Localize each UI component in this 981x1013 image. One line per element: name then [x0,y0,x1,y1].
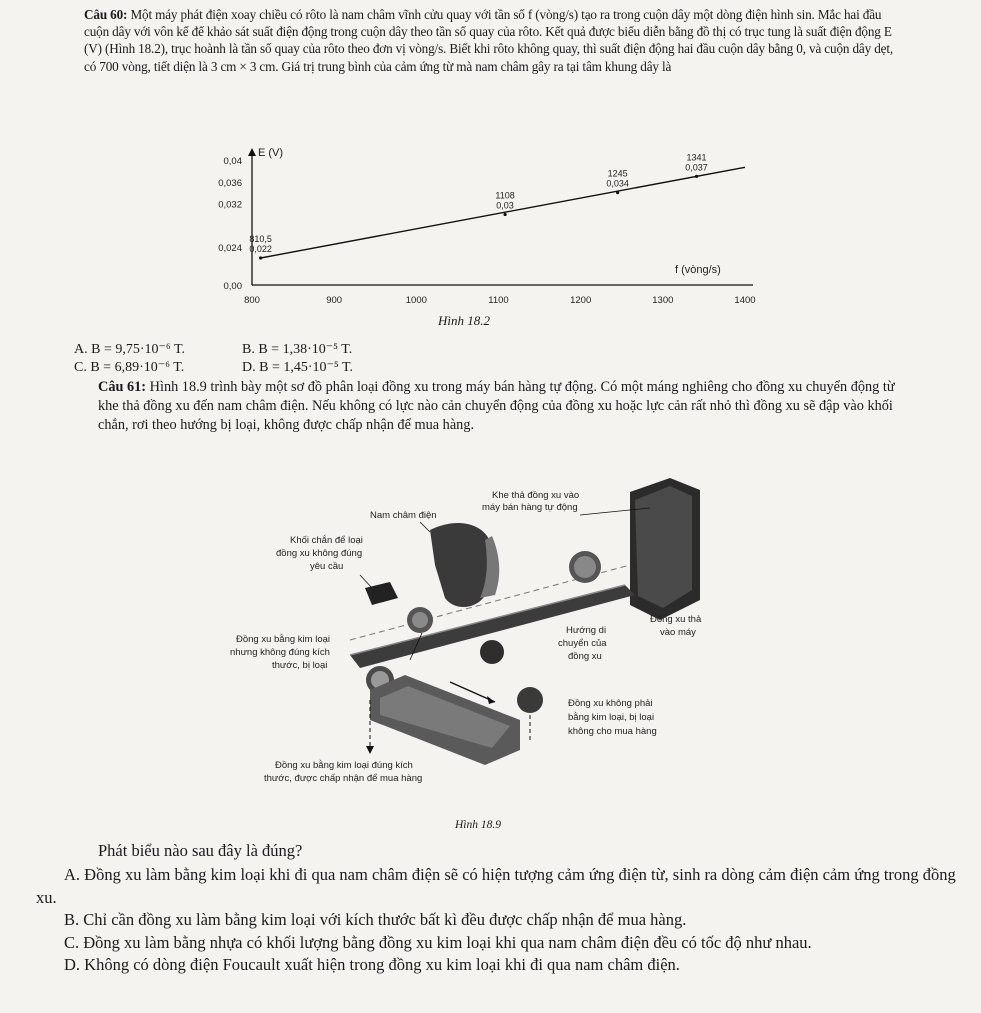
label-nonmetal-1: Đồng xu không phải [568,698,653,709]
data-point [259,256,262,259]
x-tick-label: 1200 [570,295,592,306]
label-coin-in-1: Đồng xu thả [650,614,702,625]
option-a[interactable]: A. B = 9,75·10⁻⁶ T. [74,342,186,357]
data-label-x: 810,5 [249,234,272,244]
data-point [503,213,506,216]
label-direction-1: Hướng di [566,625,607,636]
option-b[interactable]: B. B = 1,38·10⁻⁵ T. [242,342,353,357]
y-axis-arrow [248,148,256,156]
answer-c[interactable]: C. Đồng xu làm bằng nhựa có khối lượng bằng đồng xu kim loại khi qua nam châm điện đều có tốc độ như nhau. [64,932,812,952]
x-tick-label: 1100 [488,295,509,306]
label-block-2: đồng xu không đúng [276,548,363,559]
question-61-prompt: Phát biểu nào sau đây là đúng? [98,841,303,860]
figure-18-2-chart [190,140,770,340]
data-label-x: 1108 [495,190,515,201]
x-tick-label: 1000 [405,295,427,306]
question-61-label: Câu 61: [98,379,147,395]
label-wrong-size-2: nhưng không đúng kích [230,647,330,658]
figure-18-9-caption: Hình 18.9 [455,819,501,831]
y-axis-label: E (V) [258,147,284,159]
x-tick-label: 900 [326,295,343,306]
label-block-1: Khối chắn để loại [290,535,363,546]
chart-marks [249,152,745,259]
coin-nonmetal [480,640,504,664]
label-slot-2: máy bán hàng tự động [482,502,578,513]
answer-b[interactable]: B. Chỉ cần đồng xu làm bằng kim loại với kích thước bất kì đều được chấp nhận để mua hàng. [64,910,687,929]
question-60-options [74,341,494,377]
y-tick-label: 0,032 [218,199,242,211]
option-d[interactable]: D. B = 1,45·10⁻⁵ T. [242,360,354,375]
question-61-answers [36,864,966,977]
data-label-x: 1341 [686,152,707,163]
question-61 [98,378,918,435]
label-slot-1: Khe thả đồng xu vào [492,490,580,501]
figure-18-9-diagram [230,470,750,790]
question-60-label: Câu 60: [84,7,128,22]
data-label-y: 0,034 [606,178,629,189]
x-tick-label: 800 [244,295,260,306]
label-accepted-2: thước, được chấp nhận để mua hàng [264,773,423,784]
data-point [695,175,698,178]
option-c[interactable]: C. B = 6,89·10⁻⁶ T. [74,360,185,375]
label-coin-in-2: vào máy [660,627,696,638]
question-60-text: Một máy phát điện xoay chiều có rôto là nam châm vĩnh cửu quay với tần số f (vòng/s) tạo ra trong cuộn dây một dòng điện hình sin. Mắc hai đầu cuộn dây với vôn kế để khảo sát suất điện động trong cuộn dây theo tần số quay của rôto. Kết quả được biểu diễn bằng đồ thị có trục tung là suất điện động E (V) (Hình 18.2), trục hoành là tần số quay của rôto theo đơn vị vòng/s. Biết khi rôto không quay, thì suất điện động hai đầu cuộn dây bằng 0, và cuộn dây dẹt, có 700 vòng, tiết diện là 3 cm × 3 cm. Giá trị trung bình của cảm ứng từ mà nam châm gây ra tại tâm khung dây là [84,7,894,74]
label-block-3: yêu cầu [310,561,344,572]
data-label-x: 1245 [607,168,628,179]
answer-a[interactable]: A. Đồng xu làm bằng kim loại khi đi qua nam châm điện sẽ có hiện tượng cảm ứng điện từ, sinh ra dòng cảm điện cảm ứng trong đồng xu. [36,865,956,907]
label-nonmetal-3: không cho mua hàng [568,726,657,737]
y-tick-label: 0,04 [223,156,242,167]
label-direction-2: chuyển của [558,638,607,649]
label-accepted-1: Đồng xu bằng kim loại đúng kích [275,760,413,771]
label-direction-3: đồng xu [568,651,602,662]
coin-rejected [517,687,543,713]
x-axis-label: f (vòng/s) [675,264,721,276]
y-tick-label: 0,00 [223,281,242,292]
figure-18-2-caption: Hình 18.2 [438,313,490,328]
chart-axes [218,147,755,306]
x-tick-label: 1400 [734,295,756,306]
answer-d[interactable]: D. Không có dòng điện Foucault xuất hiện trong đồng xu kim loại khi đi qua nam châm điện. [64,955,680,974]
data-label-y: 0,03 [496,200,514,211]
question-61-text: Hình 18.9 trình bày một sơ đồ phân loại đồng xu trong máy bán hàng tự động. Có một máng nghiêng cho đồng xu chuyển động từ khe thả đồng xu đến nam châm điện. Nếu không có lực nào cản chuyển động của đồng xu hoặc lực cản rất nhỏ thì đồng xu sẽ đập vào khối chắn, rơi theo hướng bị loại, không được chấp nhận để mua hàng. [98,379,895,433]
series-line [261,167,745,258]
data-label-y: 0,022 [249,244,272,254]
data-label-y: 0,037 [685,162,708,173]
y-tick-label: 0,024 [218,243,242,255]
label-wrong-size-3: thước, bị loại [272,660,328,671]
question-60 [84,6,904,75]
y-tick-label: 0,036 [218,177,242,189]
label-nonmetal-2: bằng kim loại, bị loại [568,712,655,723]
data-point [616,191,619,194]
label-magnet: Nam châm điện [370,510,437,521]
x-tick-label: 1300 [652,295,674,306]
label-wrong-size-1: Đồng xu bằng kim loại [236,634,330,645]
